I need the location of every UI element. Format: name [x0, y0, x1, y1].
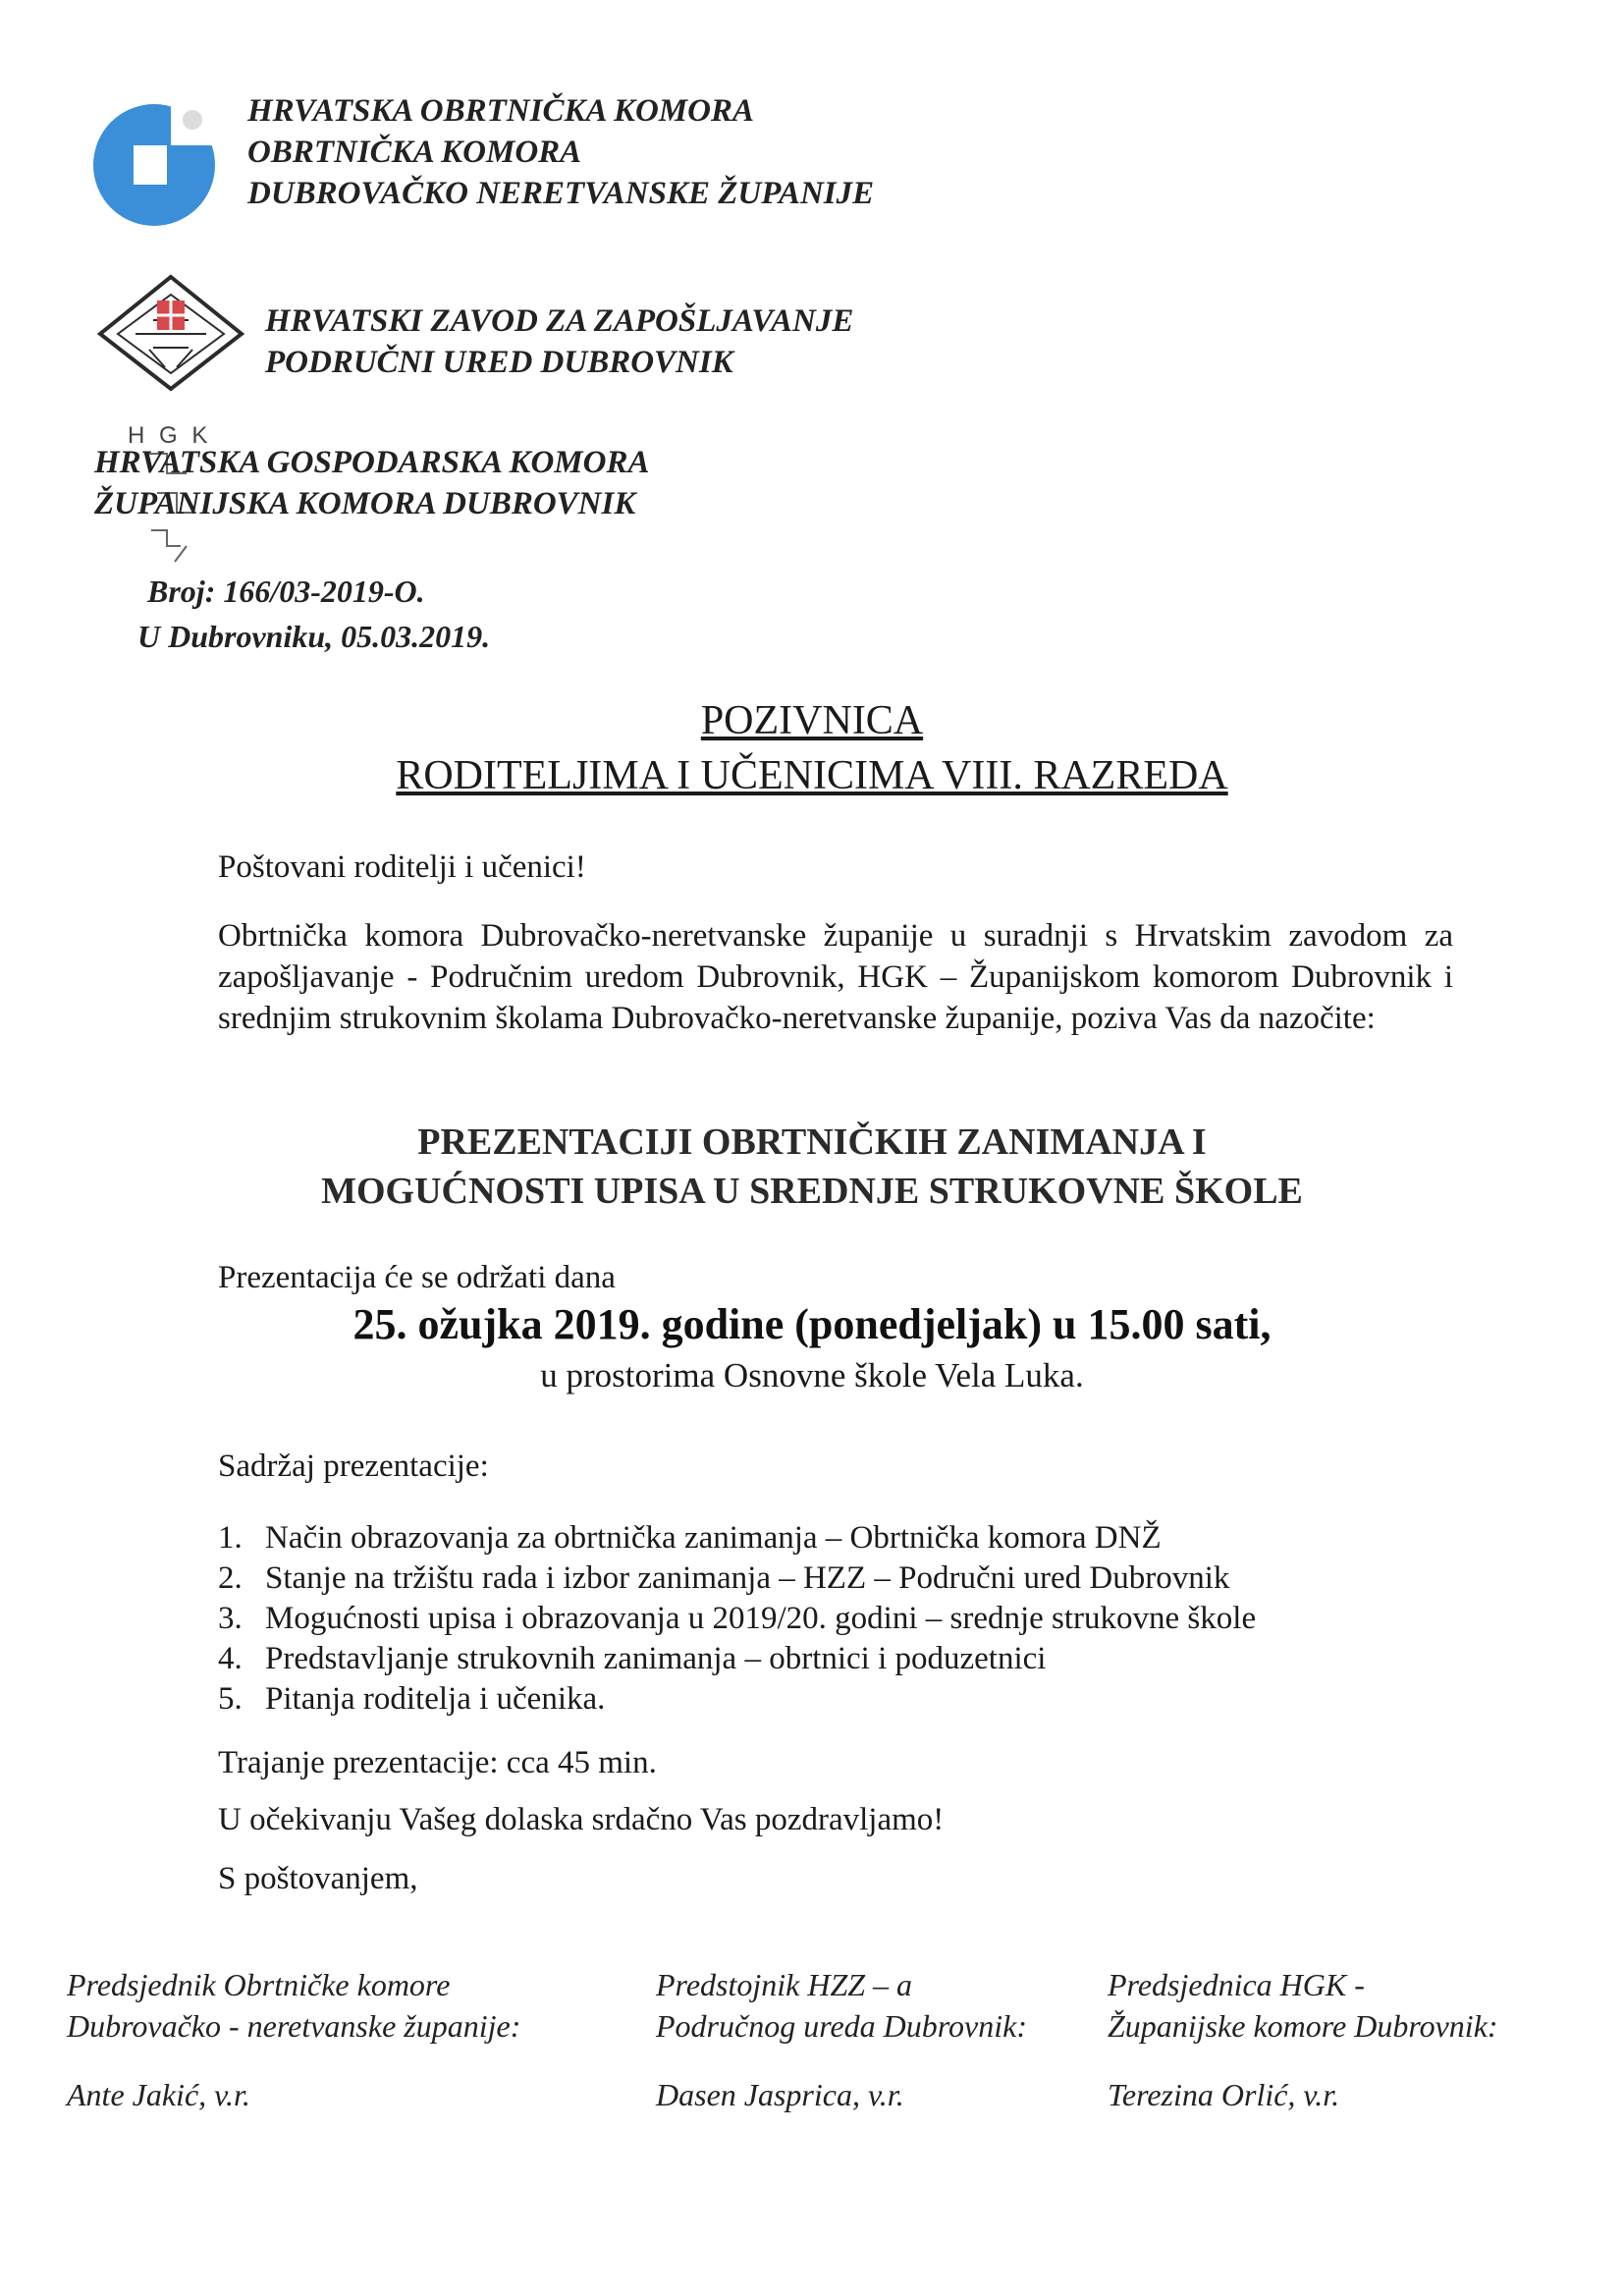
hok-line-2: OBRTNIČKA KOMORA — [247, 135, 582, 170]
signature-title-1: Predsjednik Obrtničke komore — [67, 1967, 451, 2002]
signature-title-2: Županijske komore Dubrovnik: — [1108, 2008, 1498, 2044]
agenda-item — [218, 1599, 1256, 1639]
presentation-title-line-2: MOGUĆNOSTI UPISA U SREDNJE STRUKOVNE ŠKOLE — [321, 1171, 1303, 1212]
greeting: Poštovani roditelji i učenici! — [218, 849, 586, 885]
invitation-title: POZIVNICA — [700, 698, 924, 743]
hok-title — [247, 90, 874, 214]
signature-name: Dasen Jasprica, v.r. — [656, 2077, 904, 2112]
closing-line: U očekivanju Vašeg dolaska srdačno Vas pozdravljamo! — [218, 1802, 945, 1837]
regards: S poštovanjem, — [218, 1861, 418, 1896]
agenda-item — [218, 1639, 1256, 1679]
agenda-item-text: Predstavljanje strukovnih zanimanja – obrtnici i poduzetnici — [265, 1641, 1047, 1676]
signature-block-hok — [67, 1964, 520, 2115]
agenda-item-number: 3. — [218, 1601, 243, 1636]
signature-block-hgk — [1108, 1964, 1498, 2115]
signature-name: Ante Jakić, v.r. — [67, 2077, 250, 2112]
hok-line-3: DUBROVAČKO NERETVANSKE ŽUPANIJE — [247, 176, 875, 211]
agenda-item-number: 2. — [218, 1560, 243, 1596]
agenda-item — [218, 1679, 1256, 1720]
event-date: 25. ožujka 2019. godine (ponedjeljak) u 15.00 sati, — [352, 1300, 1272, 1348]
hzz-title — [265, 301, 853, 383]
agenda-item-text: Način obrazovanja za obrtnička zanimanja – Obrtnička komora DNŽ — [265, 1520, 1162, 1556]
signature-name: Terezina Orlić, v.r. — [1108, 2077, 1340, 2112]
agenda-item-number: 1. — [218, 1520, 243, 1556]
presentation-title-line-1: PREZENTACIJI OBRTNIČKIH ZANIMANJA I — [417, 1121, 1207, 1163]
hgk-line-2: ŽUPANIJSKA KOMORA DUBROVNIK — [94, 486, 636, 521]
content-label: Sadržaj prezentacije: — [218, 1449, 489, 1484]
signature-title-2: Dubrovačko - neretvanske županije: — [67, 2008, 521, 2044]
hzz-line-2: PODRUČNI URED DUBROVNIK — [265, 345, 733, 380]
agenda-list — [218, 1518, 1256, 1720]
agenda-item-number: 5. — [218, 1681, 243, 1717]
agenda-item — [218, 1518, 1256, 1558]
place-date: U Dubrovniku, 05.03.2019. — [137, 619, 491, 654]
signature-title-1: Predsjednica HGK - — [1108, 1967, 1365, 2002]
agenda-item-text: Mogućnosti upisa i obrazovanja u 2019/20. godini – srednje strukovne škole — [265, 1601, 1257, 1636]
hgk-mark: H G K — [128, 422, 212, 449]
date-intro: Prezentacija će se održati dana — [218, 1260, 616, 1295]
agenda-item — [218, 1558, 1256, 1599]
hzz-line-1: HRVATSKI ZAVOD ZA ZAPOŠLJAVANJE — [265, 303, 854, 339]
agenda-item-text: Pitanja roditelja i učenika. — [265, 1681, 606, 1717]
hzz-logo — [96, 273, 245, 393]
agenda-item-number: 4. — [218, 1641, 243, 1676]
signature-title-2: Područnog ureda Dubrovnik: — [656, 2008, 1027, 2044]
duration: Trajanje prezentacije: cca 45 min. — [218, 1745, 657, 1780]
invitation-subtitle: RODITELJIMA I UČENICIMA VIII. RAZREDA — [396, 753, 1228, 798]
event-venue: u prostorima Osnovne škole Vela Luka. — [540, 1356, 1084, 1394]
hgk-title — [94, 442, 650, 524]
hok-line-1: HRVATSKA OBRTNIČKA KOMORA — [247, 93, 754, 129]
agenda-item-text: Stanje na tržištu rada i izbor zanimanja – HZZ – Područni ured Dubrovnik — [265, 1560, 1230, 1596]
signature-block-hzz — [656, 1964, 1027, 2115]
hgk-line-1: HRVATSKA GOSPODARSKA KOMORA — [94, 445, 650, 480]
reference-number: Broj: 166/03-2019-O. — [147, 574, 425, 609]
intro-paragraph: Obrtnička komora Dubrovačko-neretvanske županije u suradnji s Hrvatskim zavodom za zapošljavanje - Područnim uredom Dubrovnik, HGK – Županijskom komorom Dubrovnik i srednjim strukovnim školama Dubrovačko-neretvanske županije, poziva Vas da nazočite: — [218, 918, 1453, 1036]
hok-logo — [90, 98, 228, 226]
signature-title-1: Predstojnik HZZ – a — [656, 1967, 913, 2002]
